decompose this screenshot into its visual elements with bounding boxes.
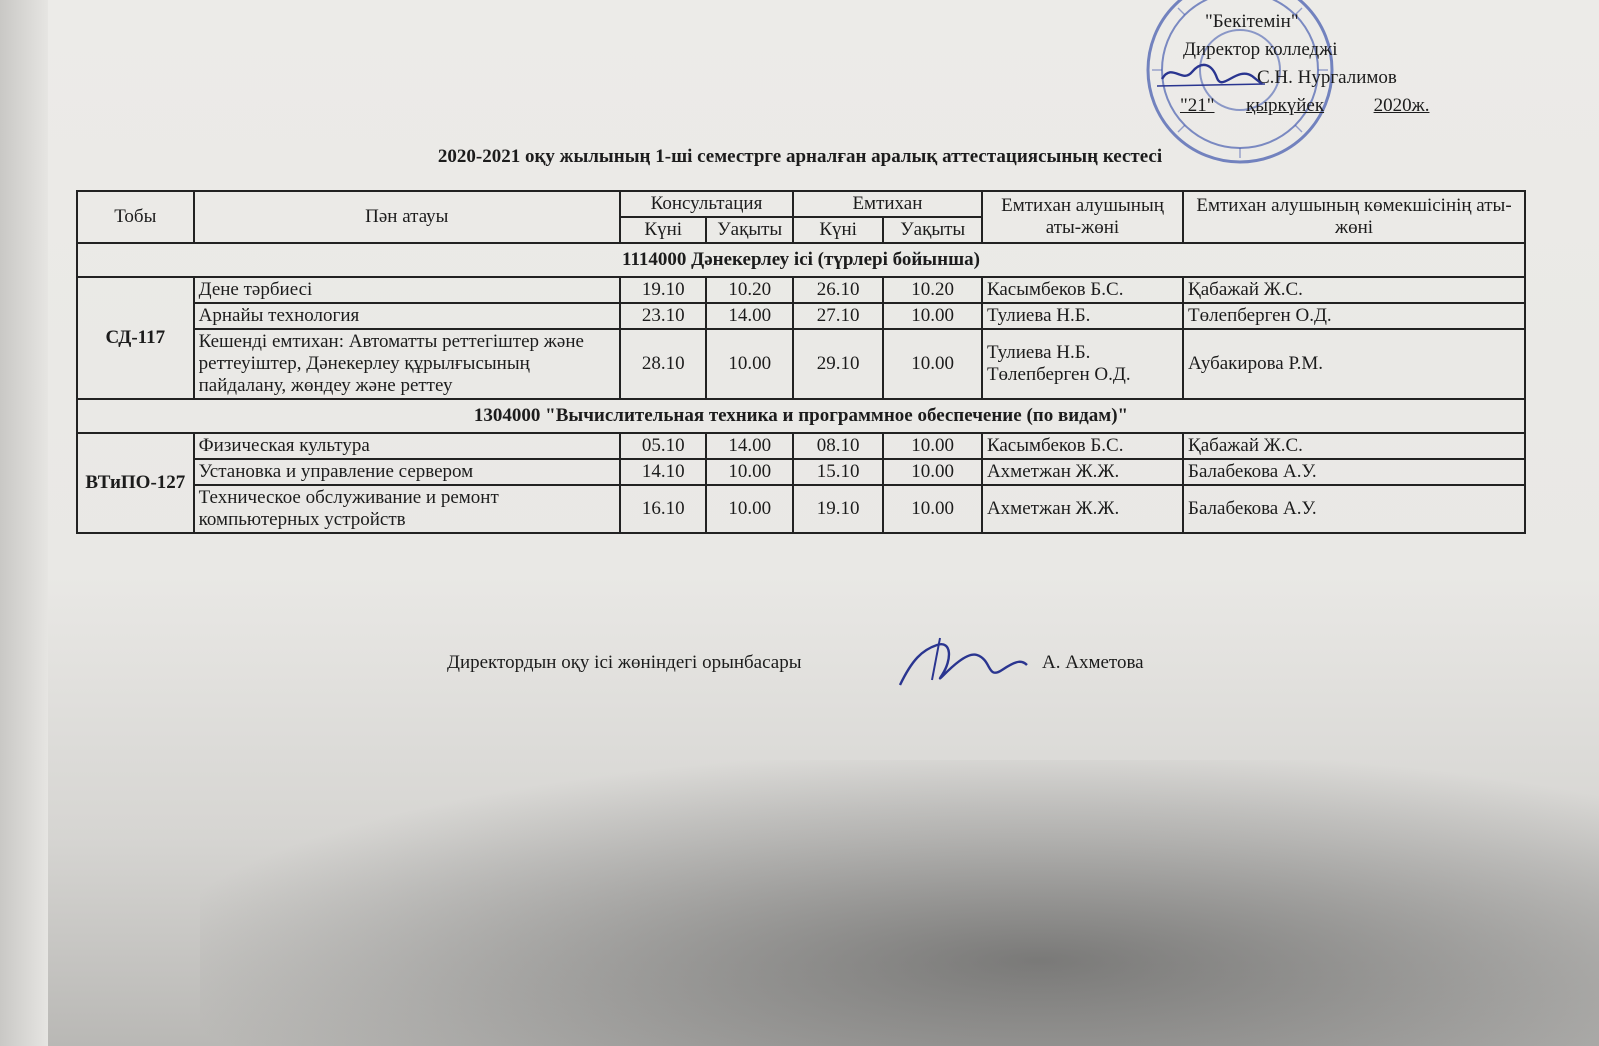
approval-line-name <box>1257 64 1429 92</box>
examiner-cell: Тулиева Н.Б. Төлепберген О.Д. <box>982 329 1183 399</box>
cons-time-cell: 14.00 <box>706 303 792 329</box>
assistant-cell: Төлепберген О.Д. <box>1183 303 1525 329</box>
section-title-row <box>77 243 1525 277</box>
exam-day-cell: 15.10 <box>793 459 883 485</box>
cons-day-cell: 14.10 <box>620 459 706 485</box>
table-row <box>77 433 1525 459</box>
cons-day-cell: 19.10 <box>620 277 706 303</box>
exam-day-cell: 27.10 <box>793 303 883 329</box>
approval-block <box>1180 8 1430 120</box>
header-consultation: Консультация <box>620 191 793 217</box>
cons-day-cell: 16.10 <box>620 485 706 533</box>
exam-time-cell: 10.00 <box>883 433 982 459</box>
table-row <box>77 329 1525 399</box>
header-exam-day: Күні <box>793 217 883 243</box>
schedule-table <box>76 190 1526 534</box>
table-row <box>77 277 1525 303</box>
cons-time-cell: 10.00 <box>706 485 792 533</box>
group-cell: СД-117 <box>77 277 194 399</box>
section-title: 1114000 Дәнекерлеу ісі (түрлері бойынша) <box>77 243 1525 277</box>
exam-time-cell: 10.00 <box>883 485 982 533</box>
header-subject: Пән атауы <box>194 191 620 243</box>
section-title-row <box>77 399 1525 433</box>
deputy-role: Директордын оқу ісі жөніндегі орынбасары <box>447 652 802 673</box>
exam-day-cell: 08.10 <box>793 433 883 459</box>
photo-shadow <box>200 760 1599 1046</box>
group-cell: ВТиПО-127 <box>77 433 194 533</box>
exam-day-cell: 29.10 <box>793 329 883 399</box>
page-title: 2020-2021 оқу жылының 1-ші семестрге арналған аралық аттестациясының кестесі <box>437 146 1163 167</box>
cons-day-cell: 05.10 <box>620 433 706 459</box>
deputy-name: А. Ахметова <box>1042 652 1144 673</box>
assistant-cell: Қабажай Ж.С. <box>1183 277 1525 303</box>
approval-date-day: "21" <box>1180 95 1215 116</box>
header-group: Тобы <box>77 191 194 243</box>
section-title: 1304000 "Вычислительная техника и программное обеспечение (по видам)" <box>77 399 1525 433</box>
subject-cell: Физическая культура <box>194 433 620 459</box>
exam-time-cell: 10.00 <box>883 459 982 485</box>
header-exam-time: Уақыты <box>883 217 982 243</box>
table-row <box>77 485 1525 533</box>
subject-cell: Техническое обслуживание и ремонт компьютерных устройств <box>194 485 620 533</box>
approval-line-approve: "Бекітемін" <box>1205 11 1299 32</box>
approval-date-year: 2020ж. <box>1373 95 1430 116</box>
cons-time-cell: 10.20 <box>706 277 792 303</box>
approval-line-position: Директор колледжі <box>1183 39 1338 60</box>
header-cons-time: Уақыты <box>706 217 792 243</box>
header-examiner: Емтихан алушының аты-жөні <box>982 191 1183 243</box>
examiner-cell: Ахметжан Ж.Ж. <box>982 485 1183 533</box>
assistant-cell: Аубакирова Р.М. <box>1183 329 1525 399</box>
header-row-1 <box>77 191 1525 217</box>
cons-time-cell: 10.00 <box>706 329 792 399</box>
director-signature-icon <box>1157 54 1267 94</box>
cons-time-cell: 14.00 <box>706 433 792 459</box>
exam-day-cell: 26.10 <box>793 277 883 303</box>
header-exam: Емтихан <box>793 191 982 217</box>
approval-date-month: қыркүйек <box>1246 95 1325 116</box>
examiner-cell: Касымбеков Б.С. <box>982 433 1183 459</box>
exam-time-cell: 10.00 <box>883 303 982 329</box>
header-assistant: Емтихан алушының көмекшісінің аты-жөні <box>1183 191 1525 243</box>
examiner-cell: Касымбеков Б.С. <box>982 277 1183 303</box>
cons-time-cell: 10.00 <box>706 459 792 485</box>
exam-time-cell: 10.00 <box>883 329 982 399</box>
approval-line-date <box>1180 92 1429 120</box>
examiner-cell: Тулиева Н.Б. <box>982 303 1183 329</box>
examiner-cell: Ахметжан Ж.Ж. <box>982 459 1183 485</box>
assistant-cell: Балабекова А.У. <box>1183 485 1525 533</box>
cons-day-cell: 28.10 <box>620 329 706 399</box>
table-row <box>77 459 1525 485</box>
header-cons-day: Күні <box>620 217 706 243</box>
director-name: С.Н. Нургалимов <box>1257 67 1397 88</box>
subject-cell: Кешенді емтихан: Автоматты реттегіштер және реттеуіштер, Дәнекерлеу құрылғысының пайдалану, жөндеу және реттеу <box>194 329 620 399</box>
table-row <box>77 303 1525 329</box>
exam-day-cell: 19.10 <box>793 485 883 533</box>
assistant-cell: Балабекова А.У. <box>1183 459 1525 485</box>
exam-time-cell: 10.20 <box>883 277 982 303</box>
subject-cell: Установка и управление сервером <box>194 459 620 485</box>
assistant-cell: Қабажай Ж.С. <box>1183 433 1525 459</box>
deputy-signature-icon <box>892 630 1032 700</box>
subject-cell: Арнайы технология <box>194 303 620 329</box>
cons-day-cell: 23.10 <box>620 303 706 329</box>
subject-cell: Дене тәрбиесі <box>194 277 620 303</box>
